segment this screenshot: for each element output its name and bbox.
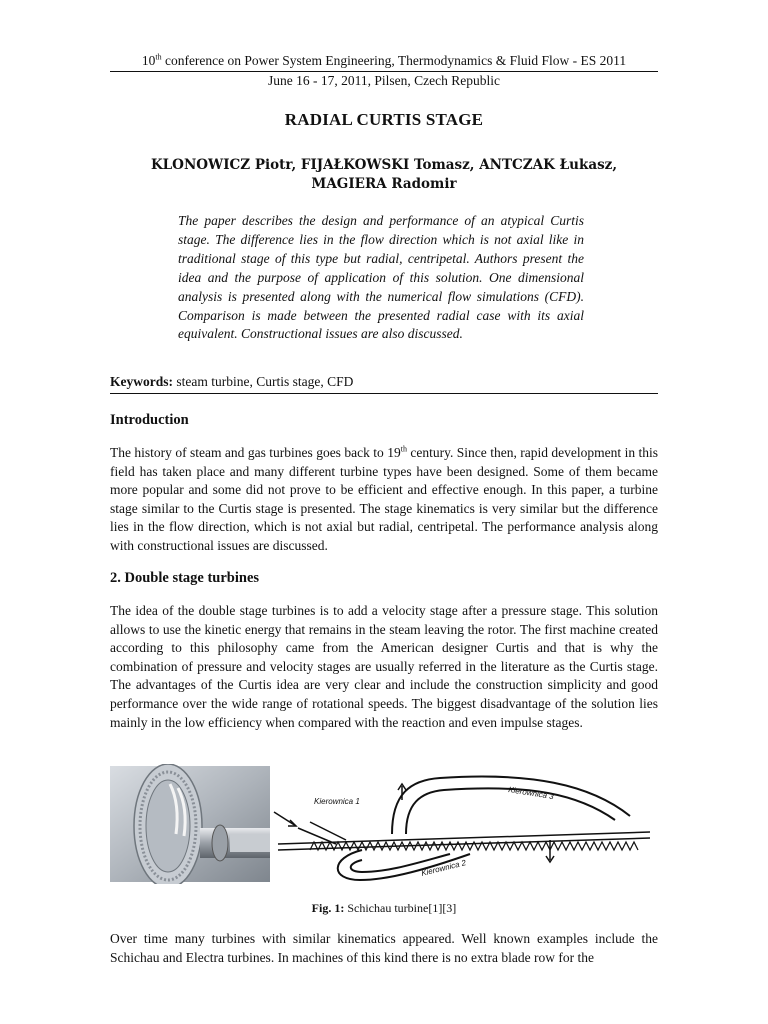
conference-date-place: June 16 - 17, 2011, Pilsen, Czech Republic bbox=[268, 73, 500, 88]
section-2-paragraph: The idea of the double stage turbines is to add a velocity stage after a pressure stage. This solution allows to use the kinetic energy that remains in the steam leaving the rotor. The first machine created according to this philosophy came from the American designer Curtis and that is why the combination of pressure and velocity stages are usually referred in the literature as the Curtis stage. The advantages of the Curtis idea are very clear and include the construction simplicity and good performance over the wide range of rotational speeds. The biggest disadvantage of the solution lies mainly in the low efficiency when compared with the reaction and even impulse stages. bbox=[110, 603, 658, 730]
keywords-text: steam turbine, Curtis stage, CFD bbox=[173, 374, 354, 389]
figure-1-caption bbox=[0, 901, 768, 916]
keywords-label: Keywords: bbox=[110, 374, 173, 389]
body-paragraph-continued: Over time many turbines with similar kinematics appeared. Well known examples include the Schichau and Electra turbines. In machines of this kind there is no extra blade row for the bbox=[110, 931, 658, 965]
abstract: The paper describes the design and performance of an atypical Curtis stage. The difference lies in the flow direction which is not axial like in traditional stage of this type but radial, centripetal. Authors present the idea and the purpose of application of this solution. One dimensional analysis is presented along with the numerical flow simulations (CFD). Comparison is made between the presented radial case with its axial equivalent. Constructional issues are also discussed. bbox=[178, 213, 584, 342]
introduction-heading: Introduction bbox=[110, 412, 189, 428]
keywords bbox=[110, 374, 658, 394]
section-2-heading: 2. Double stage turbines bbox=[110, 570, 260, 586]
schichau-turbine-figure bbox=[110, 764, 658, 884]
label-kierownica-3: Kierownica 3 bbox=[507, 785, 555, 802]
authors-line-2: MAGIERA Radomir bbox=[311, 176, 457, 192]
turbine-render-image bbox=[110, 764, 270, 884]
label-kierownica-1: Kierownica 1 bbox=[314, 797, 360, 806]
introduction-paragraph: The history of steam and gas turbines goes back to 19th century. Since then, rapid development in this field has taken place and many different turbine types have been designed. Some of them became more popular and some did not prove to be efficient and effective enough. In this paper, a turbine stage similar to the Curtis stage is presented. The stage kinematics is very similar but the difference lies in the flow direction, which is not axial but radial, centripetal. The performance analysis along with constructional issues are discussed. bbox=[110, 444, 659, 553]
author-list bbox=[130, 156, 638, 194]
paper-title: RADIAL CURTIS STAGE bbox=[284, 110, 484, 129]
label-kierownica-2: Kierownica 2 bbox=[420, 858, 467, 878]
figure-1 bbox=[110, 764, 658, 884]
caption-text: Schichau turbine[1][3] bbox=[344, 901, 457, 915]
conference-name: 10th conference on Power System Engineering, Thermodynamics & Fluid Flow - ES 2011 bbox=[110, 52, 658, 72]
conference-header bbox=[110, 52, 658, 89]
caption-label: Fig. 1: bbox=[311, 901, 345, 915]
authors-line-1: KLONOWICZ Piotr, FIJAŁKOWSKI Tomasz, ANTCZAK Łukasz, bbox=[150, 157, 618, 173]
